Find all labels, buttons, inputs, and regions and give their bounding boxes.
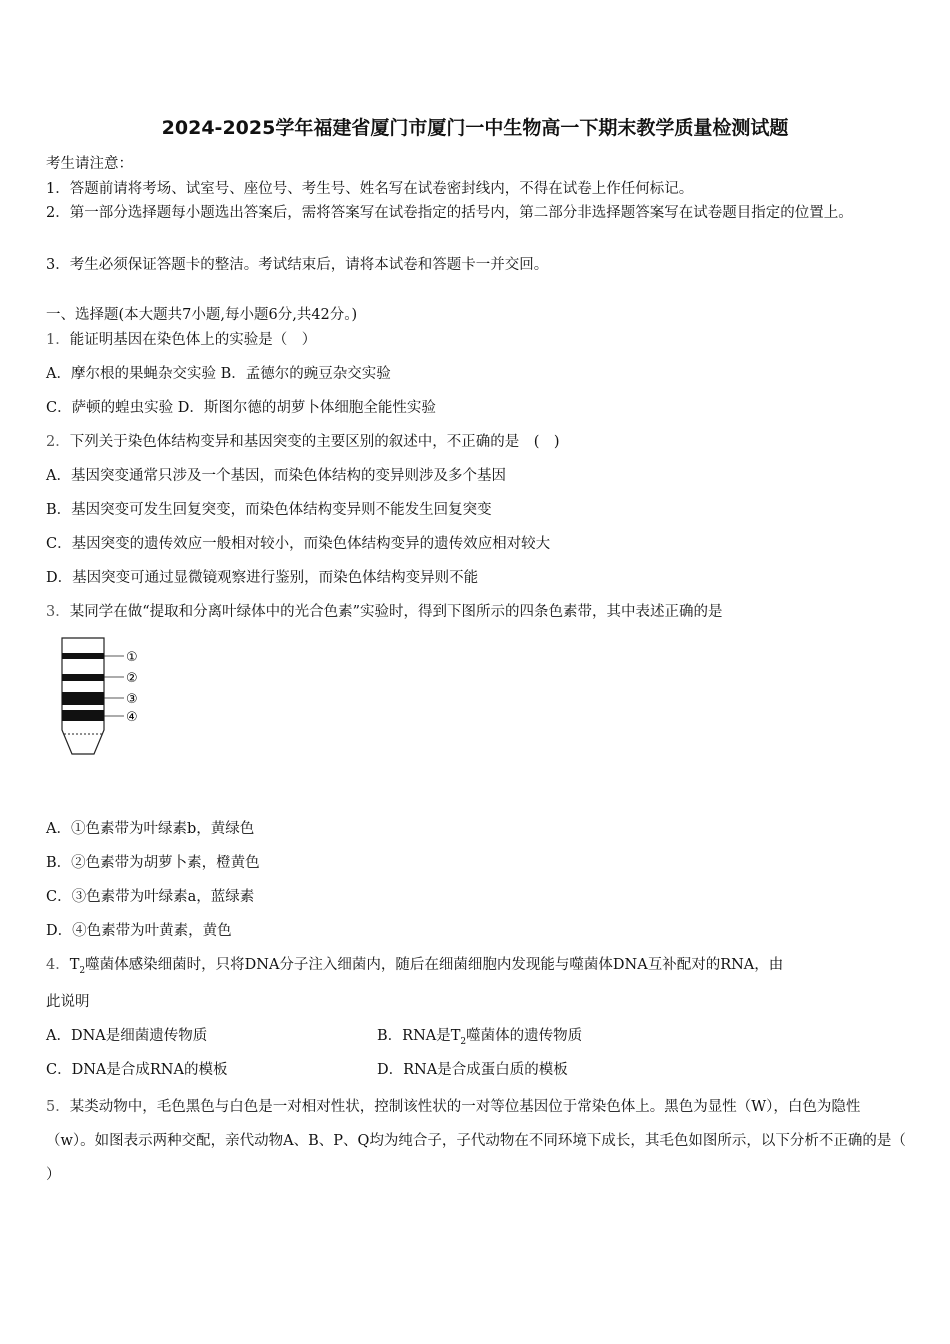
option-text-cont: 噬菌体的遗传物质: [466, 1028, 583, 1044]
question-3-option-c: C．③色素带为叶绿素a，蓝绿素: [46, 889, 255, 905]
question-4-option-d: D．RNA是合成蛋白质的模板: [377, 1062, 568, 1078]
subscript: 2: [460, 1036, 467, 1047]
band-label-4: ④: [126, 710, 138, 725]
section-heading: 一、选择题(本大题共7小题,每小题6分,共42分。): [46, 307, 358, 323]
subscript: 2: [79, 965, 86, 976]
option-text: B．RNA是T: [377, 1028, 461, 1044]
question-5-stem: [46, 1090, 908, 1192]
pigment-band-4: [62, 710, 104, 721]
question-3-option-b: B．②色素带为胡萝卜素，橙黄色: [46, 855, 260, 871]
question-1-options-ab: A．摩尔根的果蝇杂交实验 B．孟德尔的豌豆杂交实验: [46, 366, 391, 382]
question-number: 1．: [46, 332, 70, 348]
page-title: 2024-2025学年福建省厦门市厦门一中生物高一下期末教学质量检测试题: [161, 117, 789, 139]
question-text-cont: 噬菌体感染细菌时，只将DNA分子注入细菌内，随后在细菌细胞内发现能与噬菌体DNA互补配对的RNA，由: [85, 957, 784, 973]
question-4-option-c: C．DNA是合成RNA的模板: [46, 1062, 228, 1078]
question-text: 某同学在做“提取和分离叶绿体中的光合色素”实验时，得到下图所示的四条色素带，其中表述正确的是: [69, 604, 723, 620]
question-text: T: [69, 957, 80, 973]
question-number: 2．: [46, 434, 70, 450]
question-text: 能证明基因在染色体上的实验是（ ）: [69, 332, 317, 348]
pigment-band-2: [62, 674, 104, 681]
question-2-option-d: D．基因突变可通过显微镜观察进行鉴别，而染色体结构变异则不能: [46, 570, 479, 586]
question-text: 某类动物中，毛色黑色与白色是一对相对性状，控制该性状的一对等位基因位于常染色体上。黑色为显性（W），白色为隐性（w）。如图表示两种交配，亲代动物A、B、P、Q均为纯合子，子代动物在不同环境下成长，其毛色如图所示，以下分析不正确的是（ ）: [46, 1099, 906, 1183]
question-number: 4．: [46, 957, 70, 973]
question-3-stem: [46, 600, 723, 621]
question-3-option-d: D．④色素带为叶黄素，黄色: [46, 923, 232, 939]
notice-heading: 考生请注意：: [46, 156, 133, 172]
question-2-option-b: B．基因突变可发生回复突变，而染色体结构变异则不能发生回复突变: [46, 502, 492, 518]
notice-item-2: 2．第一部分选择题每小题选出答案后，需将答案写在试卷指定的括号内，第二部分非选择题答案写在试卷题目指定的位置上。: [46, 205, 853, 221]
question-3-option-a: A．①色素带为叶绿素b，黄绿色: [46, 821, 255, 837]
question-4-option-b: [377, 1024, 582, 1047]
question-4-option-a: A．DNA是细菌遗传物质: [46, 1028, 208, 1044]
band-label-3: ③: [126, 692, 138, 707]
question-number: 3．: [46, 604, 70, 620]
question-number: 5．: [46, 1099, 70, 1115]
pigment-band-3: [62, 692, 104, 705]
pigment-band-1: [62, 653, 104, 659]
band-label-2: ②: [126, 671, 138, 686]
question-2-stem: [46, 430, 560, 451]
notice-item-1: 1．答题前请将考场、试室号、座位号、考生号、姓名写在试卷密封线内，不得在试卷上作任何标记。: [46, 181, 694, 197]
question-1-stem: [46, 328, 316, 349]
notice-item-3: 3．考生必须保证答题卡的整洁。考试结束后，请将本试卷和答题卡一并交回。: [46, 257, 549, 273]
question-4-stem-line2: 此说明: [46, 994, 90, 1010]
question-2-option-c: C．基因突变的遗传效应一般相对较小，而染色体结构变异的遗传效应相对较大: [46, 536, 551, 552]
band-label-1: ①: [126, 650, 138, 665]
pigment-band-diagram: [46, 636, 156, 761]
question-1-options-cd: C．萨顿的蝗虫实验 D．斯图尔德的胡萝卜体细胞全能性实验: [46, 400, 436, 416]
question-4-stem: [46, 953, 783, 976]
question-text: 下列关于染色体结构变异和基因突变的主要区别的叙述中，不正确的是 ( ): [69, 434, 560, 450]
question-2-option-a: A．基因突变通常只涉及一个基因，而染色体结构的变异则涉及多个基因: [46, 468, 506, 484]
